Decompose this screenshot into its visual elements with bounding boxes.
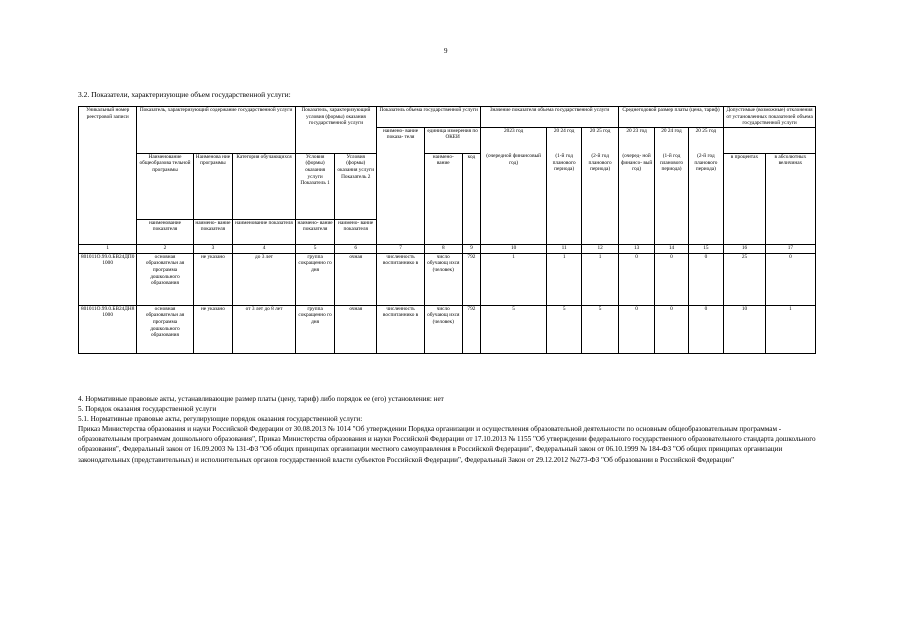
header-subindicator-5: Условия (формы) оказания услуги Показатель 2	[335, 153, 377, 219]
section-title: 3.2. Показатели, характеризующие объем государственной услуги:	[78, 90, 291, 99]
cell-indicator-name: численность воспитаннико в	[377, 305, 425, 353]
cell-price-year3: 0	[688, 253, 723, 305]
cell-condition-2: очная	[335, 253, 377, 305]
column-number: 2	[137, 244, 193, 253]
header-price-year2: 20 24 год	[655, 127, 688, 153]
column-number: 1	[79, 244, 137, 253]
cell-value-year3: 5	[582, 305, 618, 353]
table-row	[79, 253, 816, 305]
header-indicator-name-2: наимено- вание показателя	[193, 219, 233, 244]
column-number: 11	[546, 244, 581, 253]
cell-program-name: не указано	[193, 253, 233, 305]
column-number: 6	[335, 244, 377, 253]
cell-condition-2: очная	[335, 305, 377, 353]
cell-unit-code: 792	[462, 253, 481, 305]
column-number: 4	[233, 244, 296, 253]
cell-value-year1: 1	[481, 253, 547, 305]
header-unit: единица измерения по ОКЕИ	[425, 127, 481, 153]
header-subindicator-1: Наименование общеобразова тельной программы	[137, 153, 193, 219]
header-unit-name: наимено- вание	[425, 153, 463, 244]
cell-registry-number: 801011О.99.0.БВ24ДН81000	[79, 305, 137, 353]
header-unique-number: Уникальный номер реестровой записи	[79, 107, 137, 245]
cell-condition-1: группа сокращенно го дня	[295, 305, 335, 353]
page-number: 9	[444, 47, 448, 55]
footer-text	[78, 394, 818, 465]
cell-value-year1: 5	[481, 305, 547, 353]
cell-price-year2: 0	[655, 253, 688, 305]
header-indicator-name: наимено- вание показа- теля	[377, 127, 425, 244]
cell-value-year3: 1	[582, 253, 618, 305]
header-value-year3: 20 25 год	[582, 127, 618, 153]
cell-unit-code: 792	[462, 305, 481, 353]
header-indicator-name-1: наименование показателя	[137, 219, 193, 244]
header-average-price: Среднегодовой размер платы (цена, тариф)	[618, 107, 723, 128]
header-value-year1-sub: (очередной финансовый год)	[481, 153, 547, 244]
cell-condition-1: группа сокращенно го дня	[295, 253, 335, 305]
cell-deviation-absolute: 0	[765, 253, 815, 305]
column-number: 3	[193, 244, 233, 253]
column-number: 10	[481, 244, 547, 253]
cell-program-name: не указано	[193, 305, 233, 353]
header-value-year1: 2023 год	[481, 127, 547, 153]
header-indicator-name-5: наимено- вание показателя	[335, 219, 377, 244]
volume-indicators-table	[78, 106, 816, 354]
cell-program-type: основная образовательн ая программа дошкольного образования	[137, 305, 193, 353]
header-subindicator-2: Наименова ние программы	[193, 153, 233, 219]
column-number: 17	[765, 244, 815, 253]
header-value-year3-sub: (2-й год планового периода)	[582, 153, 618, 244]
header-volume-indicator: Показатель объема государственной услуги	[377, 107, 481, 128]
column-number: 8	[425, 244, 463, 253]
cell-program-type: основная образовательн ая программа дошкольного образования	[137, 253, 193, 305]
cell-registry-number: 801011О.99.0.БВ24ДП01000	[79, 253, 137, 305]
column-number: 13	[618, 244, 654, 253]
header-deviation-percent: в процентах	[724, 153, 766, 244]
paragraph-5: 5. Порядок оказания государственной услуги	[78, 405, 217, 414]
cell-category: до 3 лет	[233, 253, 296, 305]
column-number: 7	[377, 244, 425, 253]
cell-value-year2: 1	[546, 253, 581, 305]
paragraph-4: 4. Нормативные правовые акты, устанавливающие размер платы (цену, тариф) либо порядок ее (его) установления: нет	[78, 395, 444, 403]
header-price-year2-sub: (1-й год планового периода)	[655, 153, 688, 244]
cell-unit-name: число обучающ ихся (человек)	[425, 305, 463, 353]
header-deviations: Допустимые (возможные) отклонения от установленных показателей объема государственной услуги	[724, 107, 816, 128]
header-deviation-absolute: в абсолютных величинах	[765, 153, 815, 244]
header-indicator-name-4: наимено- вание показателя	[295, 219, 335, 244]
column-number: 14	[655, 244, 688, 253]
paragraph-5-1: 5.1. Нормативные правовые акты, регулирующие порядок оказания государственной услуги:	[78, 415, 363, 424]
cell-value-year2: 5	[546, 305, 581, 353]
header-volume-value: Значение показателя объема государственной услуги	[481, 107, 619, 128]
header-conditions-indicator: Показатель, характеризующий условия (формы) оказания государственной услуги	[295, 107, 376, 154]
cell-price-year2: 0	[655, 305, 688, 353]
header-price-year1: 20 23 год	[618, 127, 654, 153]
header-content-indicator: Показатель, характеризующий содержание государственной услуги	[137, 107, 295, 154]
table-row	[79, 305, 816, 353]
cell-category: от 3 лет до 8 лет	[233, 305, 296, 353]
column-number: 12	[582, 244, 618, 253]
column-number: 5	[295, 244, 335, 253]
cell-price-year1: 0	[618, 253, 654, 305]
cell-unit-name: число обучающ ихся (человек)	[425, 253, 463, 305]
cell-price-year1: 0	[618, 305, 654, 353]
cell-indicator-name: численность воспитаннико в	[377, 253, 425, 305]
column-number: 15	[688, 244, 723, 253]
cell-deviation-absolute: 1	[765, 305, 815, 353]
header-indicator-name-3: наименование показателя	[233, 219, 296, 244]
cell-price-year3: 0	[688, 305, 723, 353]
column-number: 9	[462, 244, 481, 253]
header-value-year2-sub: (1-й год планового периода)	[546, 153, 581, 244]
cell-deviation-percent: 10	[724, 305, 766, 353]
header-subindicator-3: Категория обучающихся	[233, 153, 296, 219]
header-subindicator-4: Условия (формы) оказания услуги Показатель 1	[295, 153, 335, 219]
cell-deviation-percent: 25	[724, 253, 766, 305]
header-unit-code: код	[462, 153, 481, 244]
legal-acts-text: Приказ Министерства образования и науки Российской Федерации от 30.08.2013 № 1014 "Об утверждении Порядка организации и осуществления образовательной деятельности по основным общеобразовательным программам - образовательным программам дошкольного образования", Приказ Министерства образования и науки Российской Федерации от 17.10.2013 № 1155 "Об утверждении федерального государственного образовательного стандарта дошкольного образования", Федеральный закон от 16.09.2003 № 131-ФЗ "Об общих принципах организации местного самоуправления в Российской Федерации", Федеральный закон от 06.10.1999 № 184-ФЗ "Об общих принципах организации законодательных (представительных) и исполнительных органов государственной власти субъектов Российской Федерации", Федеральный Закон от 29.12.2012 №273-ФЗ "Об образовании в Российской Федерации"	[78, 425, 816, 464]
header-value-year2: 20 24 год	[546, 127, 581, 153]
header-price-year1-sub: (очеред- ной финансо- вый год)	[618, 153, 654, 244]
column-number: 16	[724, 244, 766, 253]
header-price-year3-sub: (2-й год планового периода)	[688, 153, 723, 244]
column-numbers-row	[79, 244, 816, 253]
header-price-year3: 20 25 год	[688, 127, 723, 153]
